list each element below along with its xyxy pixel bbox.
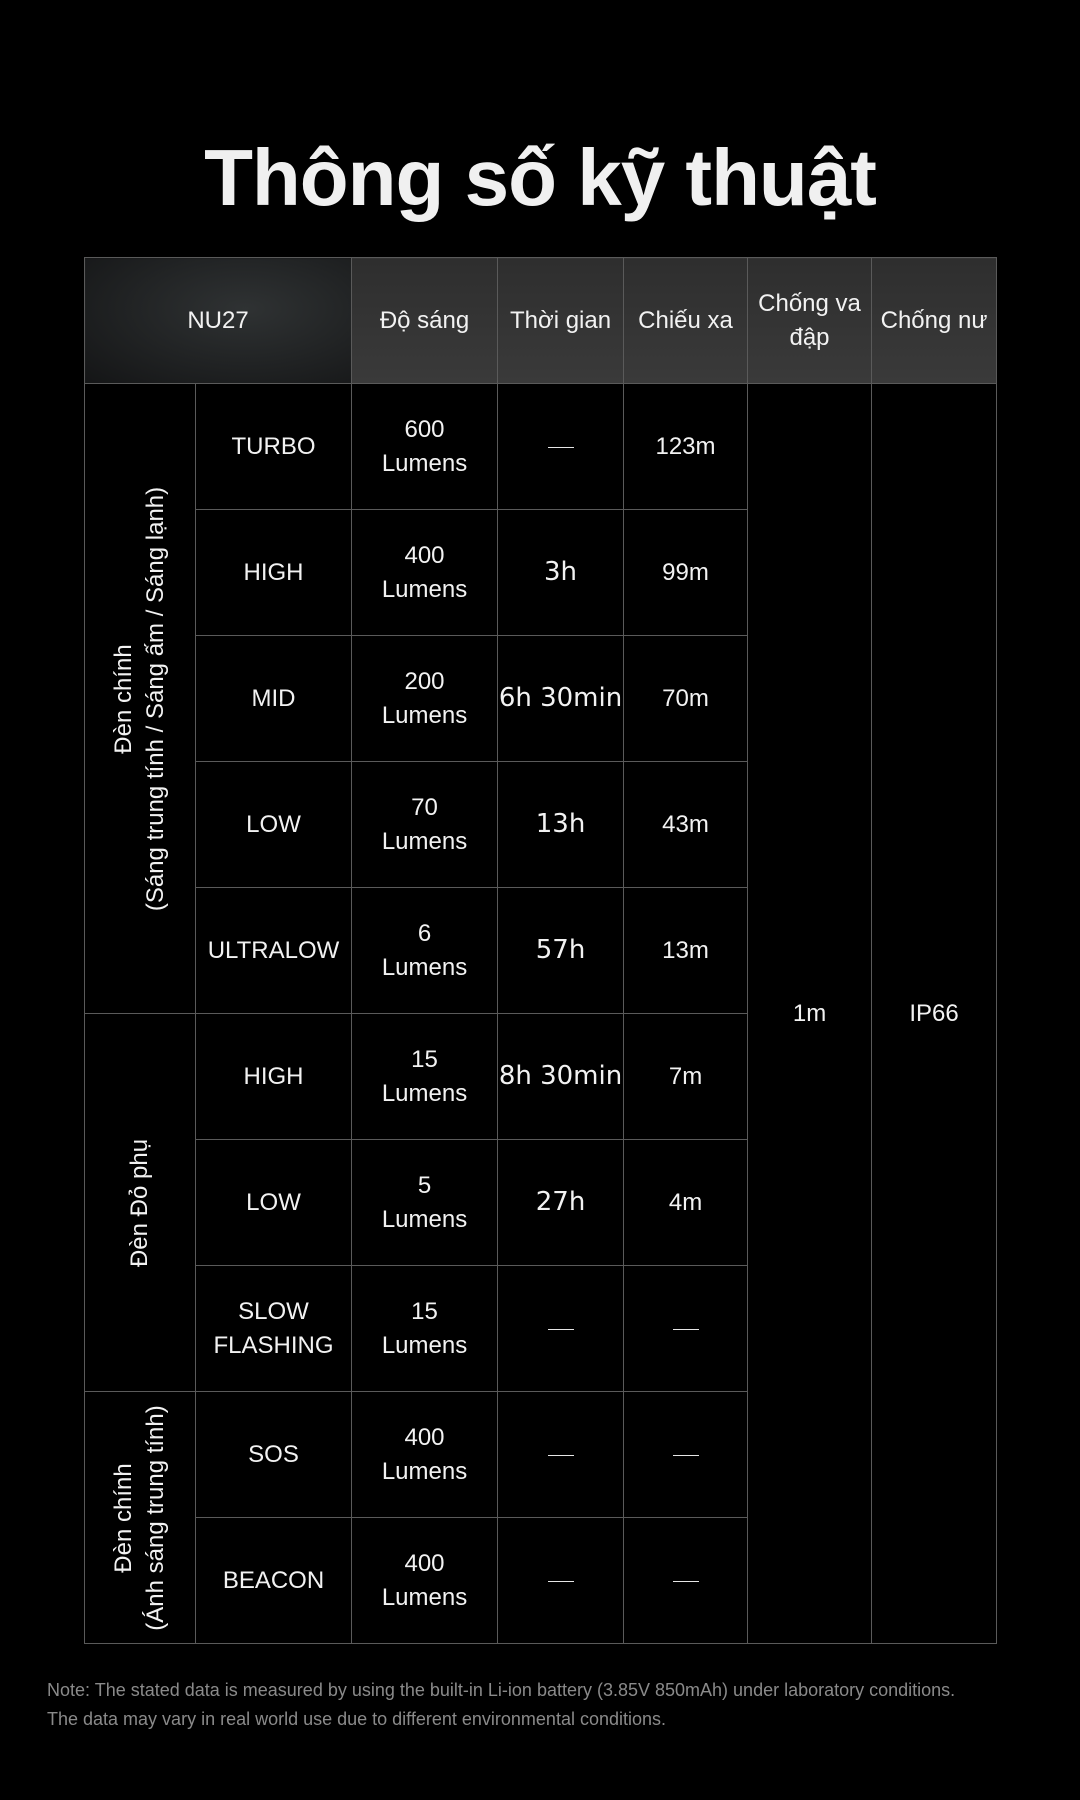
- mode-cell: TURBO: [196, 384, 352, 510]
- mode-cell: LOW: [196, 762, 352, 888]
- runtime-cell: 6h 30min: [498, 636, 624, 762]
- runtime-cell: 57h: [498, 888, 624, 1014]
- distance-cell: 99m: [624, 510, 748, 636]
- brightness-cell: 400 Lumens: [352, 1392, 498, 1518]
- footnote-line: The data may vary in real world use due to different environmental conditions.: [47, 1709, 667, 1729]
- mode-cell: HIGH: [196, 1014, 352, 1140]
- distance-cell: 7m: [624, 1014, 748, 1140]
- dash-icon: [548, 1581, 574, 1582]
- spec-table: [84, 257, 997, 1644]
- water-value-cell: IP66: [872, 384, 997, 1644]
- distance-cell: 13m: [624, 888, 748, 1014]
- mode-cell: SLOW FLASHING: [196, 1266, 352, 1392]
- dash-icon: [673, 1329, 699, 1330]
- distance-cell: [624, 1518, 748, 1644]
- impact-value-cell: 1m: [748, 384, 872, 1644]
- header-water: Chống nư: [872, 258, 997, 384]
- dash-icon: [673, 1455, 699, 1456]
- distance-cell: 70m: [624, 636, 748, 762]
- dash-icon: [548, 447, 574, 448]
- header-brightness: Độ sáng: [352, 258, 498, 384]
- brightness-cell: 15 Lumens: [352, 1014, 498, 1140]
- distance-cell: [624, 1392, 748, 1518]
- runtime-cell: 27h: [498, 1140, 624, 1266]
- dash-icon: [548, 1329, 574, 1330]
- runtime-cell: [498, 1266, 624, 1392]
- dash-icon: [673, 1581, 699, 1582]
- mode-cell: LOW: [196, 1140, 352, 1266]
- brightness-cell: 200 Lumens: [352, 636, 498, 762]
- distance-cell: 4m: [624, 1140, 748, 1266]
- brightness-cell: 6 Lumens: [352, 888, 498, 1014]
- runtime-cell: [498, 1518, 624, 1644]
- page-title: Thông số kỹ thuật: [204, 133, 876, 222]
- brightness-cell: 600 Lumens: [352, 384, 498, 510]
- mode-cell: SOS: [196, 1392, 352, 1518]
- runtime-cell: [498, 384, 624, 510]
- runtime-cell: [498, 1392, 624, 1518]
- footnote: [47, 1676, 1047, 1734]
- table-row: [85, 384, 997, 510]
- runtime-cell: 13h: [498, 762, 624, 888]
- brightness-cell: 70 Lumens: [352, 762, 498, 888]
- header-impact: Chống va đập: [748, 258, 872, 384]
- header-runtime: Thời gian: [498, 258, 624, 384]
- mode-cell: ULTRALOW: [196, 888, 352, 1014]
- distance-cell: [624, 1266, 748, 1392]
- mode-cell: MID: [196, 636, 352, 762]
- group-neutral-light: [85, 1392, 196, 1644]
- runtime-cell: 8h 30min: [498, 1014, 624, 1140]
- group-label: Đèn chính (Ánh sáng trung tính): [110, 1404, 169, 1631]
- header-model: NU27: [85, 258, 352, 384]
- footnote-line: Note: The stated data is measured by using the built-in Li-ion battery (3.85V 850mAh) under laboratory conditions.: [47, 1680, 956, 1700]
- header-distance: Chiếu xa: [624, 258, 748, 384]
- group-main-light: [85, 384, 196, 1014]
- dash-icon: [548, 1455, 574, 1456]
- brightness-cell: 15 Lumens: [352, 1266, 498, 1392]
- brightness-cell: 400 Lumens: [352, 510, 498, 636]
- group-label: Đèn Đỏ phụ: [126, 1138, 153, 1267]
- mode-cell: BEACON: [196, 1518, 352, 1644]
- brightness-cell: 400 Lumens: [352, 1518, 498, 1644]
- mode-cell: HIGH: [196, 510, 352, 636]
- group-red-light: [85, 1014, 196, 1392]
- runtime-cell: 3h: [498, 510, 624, 636]
- group-label: Đèn chính (Sáng trung tính / Sáng ấm / Sáng lạnh): [110, 486, 169, 911]
- brightness-cell: 5 Lumens: [352, 1140, 498, 1266]
- distance-cell: 43m: [624, 762, 748, 888]
- distance-cell: 123m: [624, 384, 748, 510]
- header-row: [85, 258, 997, 384]
